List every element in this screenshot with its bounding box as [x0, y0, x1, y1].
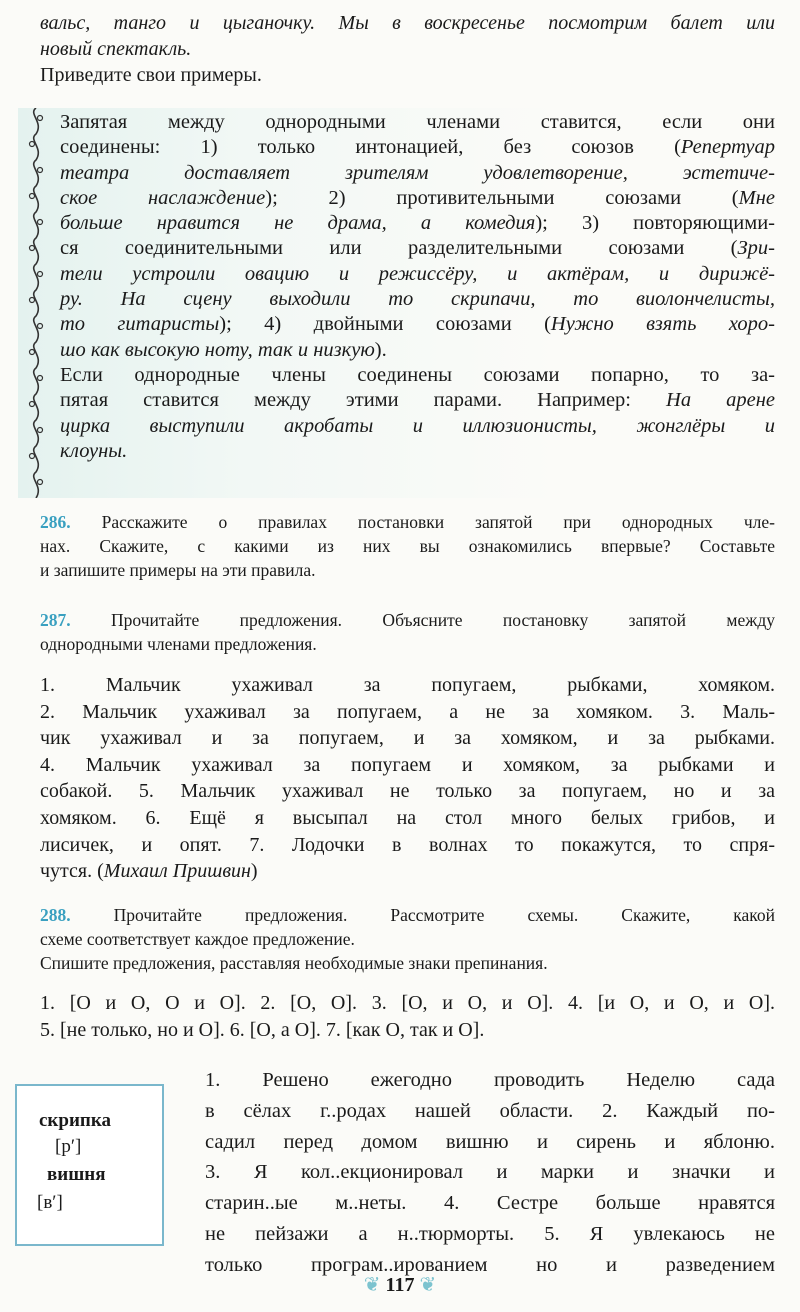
flower-ornament-icon: ❦: [363, 1274, 381, 1296]
text-line: [60, 414, 775, 439]
text-line: [40, 1017, 775, 1044]
text-segment: больше нравится не драма, а комедия: [60, 212, 536, 235]
text-segment: На арене: [666, 389, 775, 412]
text-segment: новый спектакль.: [40, 38, 192, 60]
text-line: [40, 558, 775, 582]
text-line: [40, 725, 775, 752]
flower-ornament-icon: ❦: [419, 1274, 437, 1296]
text-line: [60, 211, 775, 236]
exercise-288-schemes: [40, 990, 775, 1044]
text-line: [60, 135, 775, 160]
box-word-1: скрипка: [39, 1110, 112, 1131]
text-line: [60, 439, 775, 464]
text-segment: шо как высокую ноту, так и низкую: [60, 338, 375, 361]
text-segment: Михаил Пришвин: [103, 860, 251, 883]
text-line: [205, 1096, 775, 1127]
text-line: [40, 832, 775, 859]
text-segment: хомяком. 6. Ещё я высыпал на стол много белых грибов, и: [40, 806, 775, 829]
text-line: [60, 363, 775, 388]
text-line: [205, 1127, 775, 1158]
text-line: [40, 608, 775, 632]
text-segment: Приведите свои примеры.: [40, 64, 262, 86]
exercise-288: [40, 903, 775, 975]
text-segment: 5. [не только, но и О]. 6. [О, а О]. 7. [как О, так и О].: [40, 1019, 485, 1041]
text-segment: ); 4) двойными союзами (: [219, 313, 551, 336]
text-segment: старин..ые м..неты. 4. Сестре больше нравятся: [205, 1192, 775, 1215]
text-line: [205, 1188, 775, 1219]
text-segment: схеме соответствует каждое предложение.: [40, 929, 355, 949]
text-line: [205, 1157, 775, 1188]
text-segment: то гитаристы: [60, 313, 220, 336]
text-segment: садил перед домом вишню и сирень и яблоню.: [205, 1130, 775, 1153]
text-segment: вальс, танго и цыганочку. Мы в воскресенье посмотрим балет или: [40, 12, 775, 34]
text-line: [40, 672, 775, 699]
text-line: [40, 990, 775, 1017]
text-line: [60, 338, 775, 363]
text-segment: ): [250, 860, 258, 883]
text-segment: тели устроили овацию и режиссёру, и актёрам, и дирижё-: [60, 262, 775, 285]
exercise-288-sentences: [205, 1065, 775, 1281]
text-line: [40, 805, 775, 832]
rule-text: [60, 110, 775, 464]
text-segment: клоуны.: [60, 439, 128, 462]
text-segment: Прочитайте предложения. Рассмотрите схемы. Скажите, какой: [113, 905, 776, 925]
text-segment: Зри-: [737, 237, 775, 260]
text-segment: в сёлах г..родах нашей области. 2. Каждый по-: [205, 1099, 775, 1122]
text-segment: лисичек, и опят. 7. Лодочки в волнах то покажутся, то спря-: [40, 833, 775, 856]
text-line: [40, 752, 775, 779]
text-segment: 1. Мальчик ухаживал за попугаем, рыбками, хомяком.: [40, 674, 775, 696]
text-segment: однородными членами предложения.: [40, 634, 317, 654]
intro-text: [40, 10, 775, 88]
text-segment: нах. Скажите, с какими из них вы ознакомились впервые? Составьте: [40, 536, 775, 556]
text-segment: только програм..ированием но и разведением: [205, 1253, 775, 1276]
text-segment: цирка выступили акробаты и иллюзионисты, жонглёры и: [60, 414, 775, 437]
text-segment: ся соединительными или разделительными союзами (: [60, 237, 738, 260]
page-number: 117: [385, 1274, 415, 1296]
text-segment: и запишите примеры на эти правила.: [40, 560, 316, 580]
text-segment: не пейзажи а н..тюрморты. 5. Я увлекаюсь не: [205, 1222, 775, 1245]
text-line: [40, 632, 775, 656]
box-sound-1: [р′]: [55, 1136, 82, 1157]
phonetic-box: [15, 1084, 164, 1246]
exercise-number: 287.: [40, 610, 112, 630]
text-segment: Запятая между однородными членами ставится, если они: [60, 111, 775, 133]
text-segment: театра доставляет зрителям удовлетворение, эстетиче-: [60, 161, 775, 184]
text-line: [40, 858, 775, 885]
text-line: [40, 951, 775, 975]
text-line: [205, 1219, 775, 1250]
text-segment: 2. Мальчик ухаживал за попугаем, а не за хомяком. 3. Маль-: [40, 700, 775, 723]
text-segment: Прочитайте предложения. Объясните постановку запятой между: [111, 610, 776, 630]
exercise-number: 288.: [40, 905, 114, 925]
text-line: [60, 262, 775, 287]
text-segment: Нужно взять хоро-: [550, 313, 775, 336]
text-line: [60, 236, 775, 261]
text-segment: Мне: [738, 186, 775, 209]
text-line: [40, 534, 775, 558]
text-segment: Репертуар: [680, 136, 775, 159]
exercise-287: [40, 608, 775, 656]
text-line: [60, 312, 775, 337]
text-segment: соединены: 1) только интонацией, без союзов (: [60, 136, 681, 159]
text-segment: ское наслаждение: [60, 186, 266, 209]
text-segment: ру. На сцену выходили то скрипачи, то виолончелисты,: [60, 288, 775, 311]
text-line: [40, 927, 775, 951]
text-line: [40, 778, 775, 805]
text-segment: Если однородные члены соединены союзами попарно, то за-: [60, 363, 775, 386]
text-line: [60, 186, 775, 211]
vine-ornament-icon: [26, 108, 46, 498]
text-line: [40, 10, 775, 36]
text-segment: 1. Решено ежегодно проводить Неделю сада: [205, 1069, 775, 1091]
text-line: [60, 287, 775, 312]
text-segment: чутся. (: [40, 860, 104, 883]
text-segment: собакой. 5. Мальчик ухаживал не только за попугаем, но и за: [40, 780, 775, 803]
text-segment: 4. Мальчик ухаживал за попугаем и хомяком, за рыбками и: [40, 753, 775, 776]
exercise-number: 286.: [40, 512, 102, 532]
text-segment: 1. [О и О, О и О]. 2. [О, О]. 3. [О, и О, и О]. 4. [и О, и О, и О].: [40, 992, 775, 1014]
text-segment: Спишите предложения, расставляя необходимые знаки препинания.: [40, 953, 548, 973]
box-word-2: вишня: [47, 1164, 106, 1185]
exercise-286: [40, 510, 775, 582]
text-segment: ).: [374, 338, 387, 361]
text-line: [40, 62, 775, 88]
text-line: [40, 510, 775, 534]
text-segment: чик ухаживал и за попугаем, и за хомяком, и за рыбками.: [40, 727, 775, 750]
text-line: [40, 699, 775, 726]
text-segment: пятая ставится между этими парами. Например:: [60, 389, 667, 412]
text-segment: ); 3) повторяющими-: [535, 212, 775, 235]
page-footer: [0, 1272, 800, 1297]
text-line: [60, 388, 775, 413]
text-line: [60, 161, 775, 186]
text-segment: Расскажите о правилах постановки запятой при однородных чле-: [101, 512, 775, 532]
text-line: [60, 110, 775, 135]
text-segment: 3. Я кол..екционировал и марки и значки и: [205, 1161, 775, 1184]
box-sound-2: [в′]: [37, 1192, 63, 1213]
text-line: [40, 36, 775, 62]
text-line: [40, 903, 775, 927]
text-segment: ); 2) противительными союзами (: [265, 186, 739, 209]
text-line: [205, 1065, 775, 1096]
exercise-287-sentences: [40, 672, 775, 885]
